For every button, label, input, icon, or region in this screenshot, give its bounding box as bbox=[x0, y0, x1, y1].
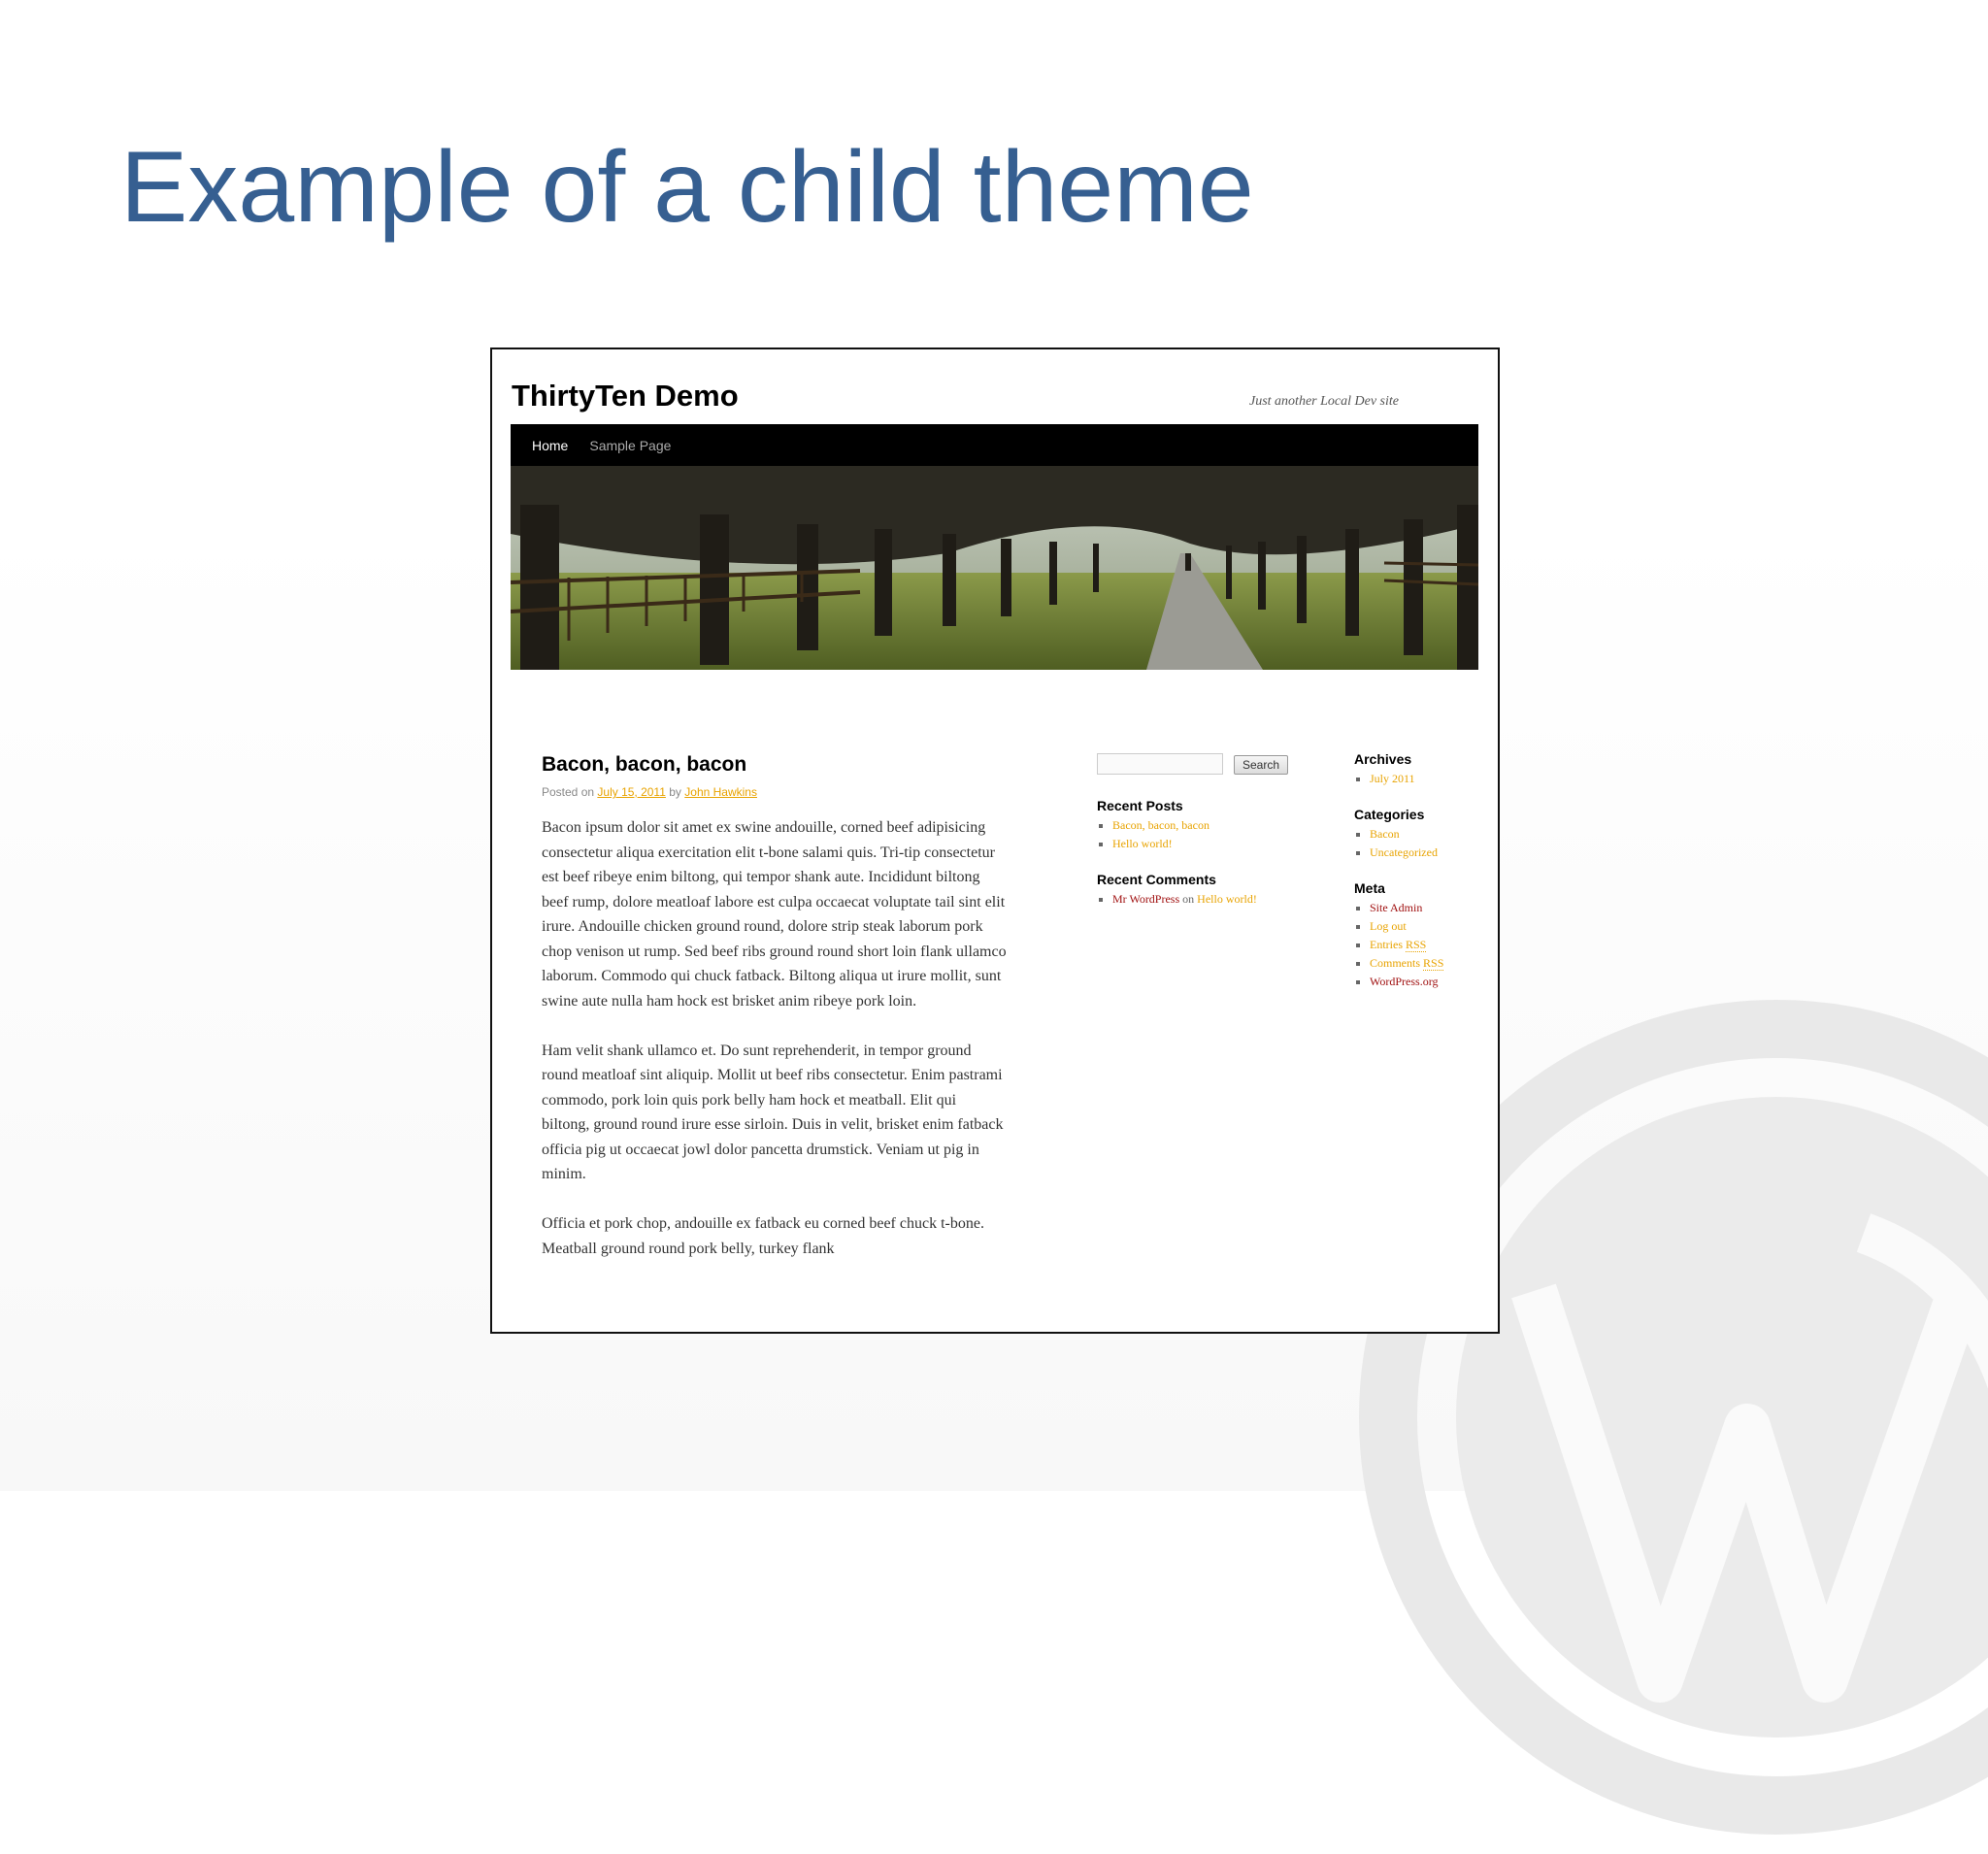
wordpress-org-link[interactable]: WordPress.org bbox=[1370, 975, 1439, 988]
post-meta bbox=[542, 785, 757, 799]
post-author-link[interactable]: John Hawkins bbox=[684, 785, 757, 799]
comment-author-link[interactable]: Mr WordPress bbox=[1112, 892, 1180, 906]
list-item bbox=[1112, 816, 1209, 835]
post-paragraph: Ham velit shank ullamco et. Do sunt reprehenderit, in tempor ground round meatloaf sint aliquip. Mollit ut beef ribs consectetur. Enim pastrami commodo, pork loin quis pork belly ham hock et meatball. Elit qui biltong, ground round irure esse sirloin. Duis in velit, brisket enim fatback officia pig ut occaecat jowl dolor pancetta drumstick. Veniam ut pig in minim. bbox=[542, 1042, 1004, 1182]
entries-label: Entries bbox=[1370, 938, 1403, 951]
site-title[interactable]: ThirtyTen Demo bbox=[512, 379, 739, 413]
recent-post-link[interactable]: Hello world! bbox=[1112, 837, 1173, 850]
meta-title: Meta bbox=[1354, 880, 1385, 896]
post-meta-prefix: Posted on bbox=[542, 785, 595, 799]
nav-item-home[interactable]: Home bbox=[532, 437, 569, 453]
post-paragraph: Officia et pork chop, andouille ex fatback eu corned beef chuck t-bone. Meatball ground round pork belly, turkey flank bbox=[542, 1215, 984, 1257]
post-meta-by: by bbox=[669, 785, 681, 799]
categories-widget bbox=[1354, 807, 1438, 862]
archive-link[interactable]: July 2011 bbox=[1370, 772, 1415, 785]
nav-bar bbox=[511, 424, 1478, 466]
post-title[interactable]: Bacon, bacon, bacon bbox=[542, 753, 747, 776]
meta-widget bbox=[1354, 880, 1443, 991]
recent-comments-widget bbox=[1097, 872, 1257, 909]
comment-on-text: on bbox=[1182, 892, 1195, 906]
archives-title: Archives bbox=[1354, 751, 1412, 767]
recent-posts-title: Recent Posts bbox=[1097, 798, 1183, 813]
comment-post-link[interactable]: Hello world! bbox=[1197, 892, 1257, 906]
comments-rss-link[interactable] bbox=[1370, 956, 1443, 971]
list-item bbox=[1370, 973, 1443, 991]
list-item bbox=[1112, 890, 1257, 909]
search-input[interactable] bbox=[1097, 753, 1223, 775]
nav-item-sample-page[interactable]: Sample Page bbox=[589, 437, 672, 453]
list-item bbox=[1370, 917, 1443, 936]
header-image bbox=[511, 466, 1478, 670]
post-content bbox=[542, 815, 1008, 1286]
archives-widget bbox=[1354, 751, 1415, 788]
category-link[interactable]: Uncategorized bbox=[1370, 845, 1438, 859]
site-admin-link[interactable]: Site Admin bbox=[1370, 901, 1423, 914]
log-out-link[interactable]: Log out bbox=[1370, 919, 1407, 933]
website-screenshot bbox=[490, 348, 1500, 1334]
recent-post-link[interactable]: Bacon, bacon, bacon bbox=[1112, 818, 1209, 832]
list-item bbox=[1370, 770, 1415, 788]
post-date-link[interactable]: July 15, 2011 bbox=[597, 785, 666, 799]
recent-posts-widget bbox=[1097, 798, 1209, 853]
category-link[interactable]: Bacon bbox=[1370, 827, 1400, 841]
list-item bbox=[1370, 844, 1438, 862]
entries-rss-link[interactable] bbox=[1370, 938, 1426, 952]
comments-label: Comments bbox=[1370, 956, 1421, 970]
list-item bbox=[1370, 899, 1443, 917]
categories-title: Categories bbox=[1354, 807, 1425, 822]
slide-title: Example of a child theme bbox=[120, 131, 1254, 244]
search-button[interactable]: Search bbox=[1234, 755, 1288, 775]
post-paragraph: Bacon ipsum dolor sit amet ex swine andouille, corned beef adipisicing consectetur aliqua exercitation elit t-bone salami quis. Tri-tip consectetur est beef ribeye enim biltong, qui tempor shank aute. Incididunt biltong beef rump, dolore meatloaf labore est culpa occaecat voluptate tail sint elit irure. Andouille chicken ground round, dolore strip steak laborum pork chop venison ut rump. Sed beef ribs ground round short loin flank ullamco laborum. Commodo qui chuck fatback. Biltong aliqua ut irure mollit, sunt swine aute nulla ham hock est brisket anim ribeye pork loin. bbox=[542, 819, 1007, 1010]
list-item bbox=[1370, 954, 1443, 973]
list-item bbox=[1112, 835, 1209, 853]
recent-comments-title: Recent Comments bbox=[1097, 872, 1216, 887]
rss-label: RSS bbox=[1406, 938, 1427, 951]
rss-label: RSS bbox=[1423, 956, 1444, 970]
list-item bbox=[1370, 936, 1443, 954]
list-item bbox=[1370, 825, 1438, 844]
site-tagline: Just another Local Dev site bbox=[1249, 394, 1399, 409]
